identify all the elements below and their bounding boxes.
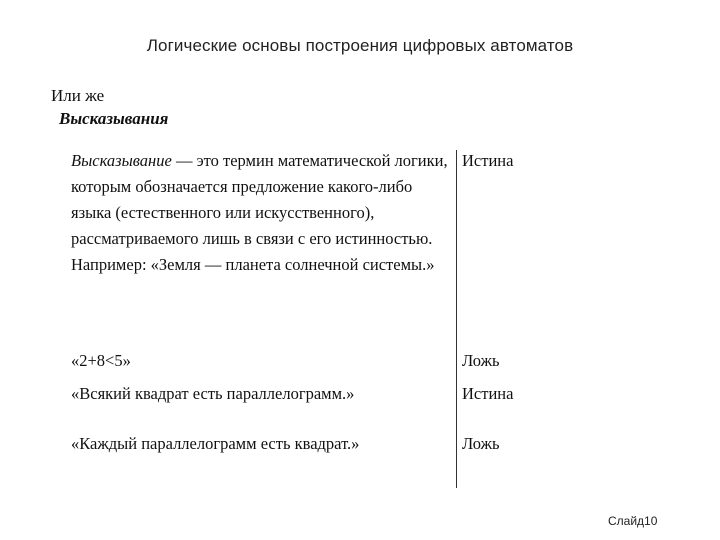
statement-cell: «Всякий квадрат есть параллелограмм.» xyxy=(71,384,355,403)
truth-value: Ложь xyxy=(462,434,500,453)
statement-cell: «2+8<5» xyxy=(71,351,131,370)
truth-value: Истина xyxy=(462,151,514,170)
truth-value: Ложь xyxy=(462,351,500,370)
definition-text: — это термин математической логики, которым обозначается предложение какого-либо языка (естественного или искусственного), рассматриваемого лишь в связи с его истинностью. Например: «Земля — планета солнечной системы.» xyxy=(71,151,448,274)
truth-value: Истина xyxy=(462,384,514,403)
column-divider xyxy=(456,150,457,488)
slide-title: Логические основы построения цифровых автоматов xyxy=(146,36,574,55)
slide-number: Слайд10 xyxy=(608,514,658,528)
intro-text: Или же xyxy=(51,86,105,105)
section-heading: Высказывания xyxy=(59,109,169,128)
statement-cell: «Каждый параллелограмм есть квадрат.» xyxy=(71,434,360,453)
definition-cell xyxy=(71,148,451,278)
term-label: Высказывание xyxy=(71,151,172,170)
statements-table xyxy=(60,146,560,488)
